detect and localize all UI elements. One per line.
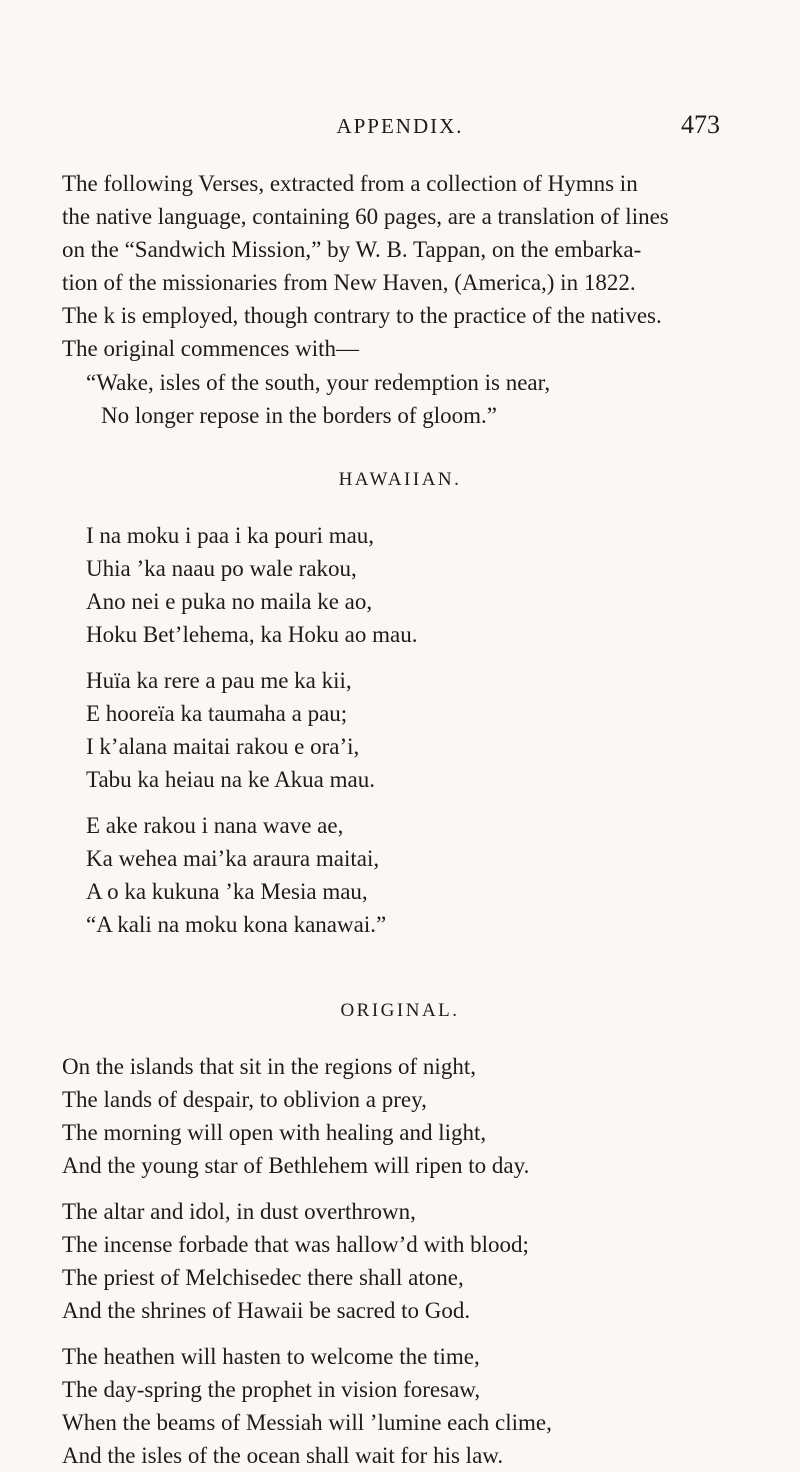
verse-line: E hooreïa ka taumaha a pau; xyxy=(86,701,348,726)
page-header xyxy=(0,108,800,144)
opening-quote xyxy=(86,366,550,432)
verse-line: On the islands that sit in the regions of night, xyxy=(62,1054,476,1079)
verse-line: I na moku i paa i ka pouri mau, xyxy=(86,523,375,548)
verse-line: The day-spring the prophet in vision foresaw, xyxy=(62,1377,481,1402)
verse-line: Uhia ’ka naau po wale rakou, xyxy=(86,556,357,581)
intro-line: tion of the missionaries from New Haven, (America,) in 1822. xyxy=(62,270,636,295)
page-number: 473 xyxy=(681,110,720,139)
intro-paragraph xyxy=(62,167,740,365)
verse-line: When the beams of Messiah will ’lumine each clime, xyxy=(62,1410,552,1435)
intro-line: The following Verses, extracted from a collection of Hymns in xyxy=(62,171,638,196)
intro-line: on the “Sandwich Mission,” by W. B. Tappan, on the embarka- xyxy=(62,237,642,262)
verse-line: E ake rakou i nana wave ae, xyxy=(86,813,344,838)
verse-line: And the isles of the ocean shall wait for his law. xyxy=(62,1443,504,1468)
verse-line: The lands of despair, to oblivion a prey, xyxy=(62,1087,427,1112)
quote-line: “Wake, isles of the south, your redemption is near, xyxy=(86,370,551,395)
verse-line: Tabu ka heiau na ke Akua mau. xyxy=(86,767,375,792)
intro-line: The original commences with— xyxy=(62,336,360,361)
verse-line: The priest of Melchisedec there shall atone, xyxy=(62,1265,464,1290)
original-stanza xyxy=(62,1195,529,1327)
verse-line: Huïa ka rere a pau me ka kii, xyxy=(86,668,352,693)
quote-line: No longer repose in the borders of gloom.” xyxy=(101,403,498,428)
verse-line: The altar and idol, in dust overthrown, xyxy=(62,1199,416,1224)
verse-line: A o ka kukuna ’ka Mesia mau, xyxy=(86,879,368,904)
running-head: APPENDIX. xyxy=(336,114,464,138)
verse-line: “A kali na moku kona kanawai.” xyxy=(86,912,387,937)
hawaiian-stanza xyxy=(86,809,386,941)
intro-line: The k is employed, though contrary to the practice of the natives. xyxy=(62,303,662,328)
intro-line: the native language, containing 60 pages, are a translation of lines xyxy=(62,204,669,229)
verse-line: Ano nei e puka no maila ke ao, xyxy=(86,589,373,614)
verse-line: I k’alana maitai rakou e ora’i, xyxy=(86,734,360,759)
verse-line: And the shrines of Hawaii be sacred to God. xyxy=(62,1298,471,1323)
original-stanza xyxy=(62,1340,552,1472)
hawaiian-stanza xyxy=(86,519,418,651)
original-heading: ORIGINAL. xyxy=(340,1000,460,1021)
hawaiian-heading: HAWAIIAN. xyxy=(338,469,462,490)
verse-line: And the young star of Bethlehem will ripen to day. xyxy=(62,1153,530,1178)
verse-line: The heathen will hasten to welcome the time, xyxy=(62,1344,480,1369)
verse-line: The incense forbade that was hallow’d with blood; xyxy=(62,1232,529,1257)
verse-line: Hoku Bet’lehema, ka Hoku ao mau. xyxy=(86,622,418,647)
original-stanza xyxy=(62,1050,529,1182)
verse-line: The morning will open with healing and light, xyxy=(62,1120,487,1145)
hawaiian-stanza xyxy=(86,664,375,796)
verse-line: Ka wehea mai’ka araura maitai, xyxy=(86,846,380,871)
